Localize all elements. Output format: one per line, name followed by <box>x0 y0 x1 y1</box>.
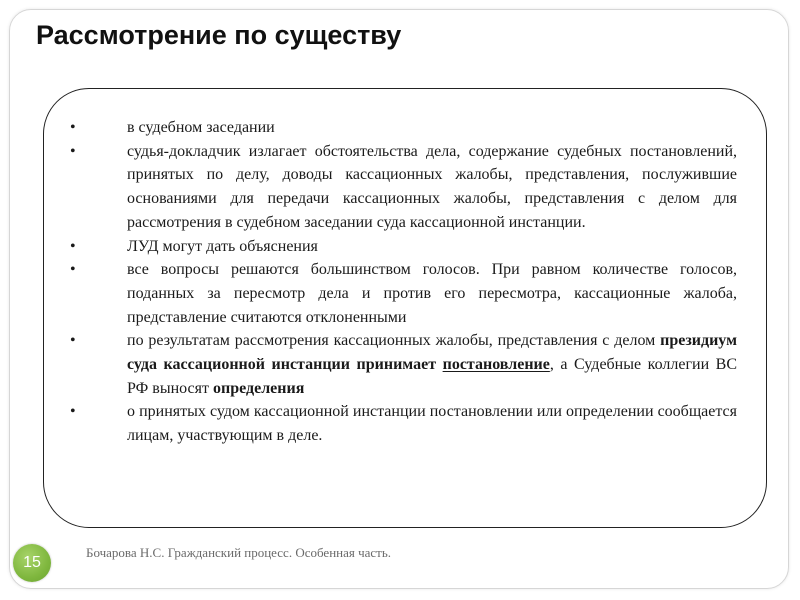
bullet-text <box>127 261 737 325</box>
slide-number-badge: 15 <box>13 544 51 582</box>
bullet-text-emphasis: постановление <box>442 356 550 374</box>
bullet-text-emphasis: определения <box>212 379 305 397</box>
bullet-list <box>64 116 737 448</box>
bullet-text-run: по результатам рассмотрения кассационных жалобы, представления с делом <box>127 332 661 350</box>
bullet-marker: • <box>70 142 76 160</box>
bullet-text <box>127 119 275 136</box>
bullet-item <box>64 400 737 447</box>
bullet-item <box>64 258 737 329</box>
bullet-marker: • <box>70 237 76 255</box>
bullet-text-run: все вопросы решаются большинством голосов. При равном количестве голосов, поданных за пересмотр дела и против его пересмотра, кассационные жалоба, представление считаются отклоненными <box>127 261 737 326</box>
bullet-item <box>64 235 737 259</box>
bullet-text-run: о принятых судом кассационной инстанции постановлении или определении сообщается лицам, участвующим в деле. <box>127 403 737 445</box>
bullet-item <box>64 140 737 235</box>
bullet-text-run: судья-докладчик излагает обстоятельства дела, содержание судебных постановлений, принятых по делу, доводы кассационных жалобы, представления, послужившие основаниями для передачи кассационных жалобы, представления с делом для рассмотрения в судебном заседании суда кассационной инстанции. <box>127 142 737 231</box>
bullet-text-run: в судебном заседании <box>127 119 275 136</box>
bullet-text <box>127 143 737 231</box>
bullet-marker: • <box>70 332 76 350</box>
bullet-item <box>64 116 737 140</box>
footer-text: Бочарова Н.С. Гражданский процесс. Особенная часть. <box>86 545 392 560</box>
bullet-item <box>64 329 737 400</box>
bullet-text <box>127 238 318 255</box>
bullet-text <box>127 403 737 444</box>
bullet-text-run: , а Судебные коллегии ВС РФ выносят <box>127 356 738 397</box>
bullet-marker: • <box>70 261 76 279</box>
bullet-text <box>127 332 737 396</box>
slide-title: Рассмотрение по существу <box>36 20 402 50</box>
bullet-marker: • <box>70 403 76 421</box>
bullet-text-run: ЛУД могут дать объяснения <box>127 237 318 255</box>
bullet-text-emphasis: президиум суда кассационной инстанции принимает <box>127 332 737 374</box>
bullet-marker: • <box>70 119 76 136</box>
